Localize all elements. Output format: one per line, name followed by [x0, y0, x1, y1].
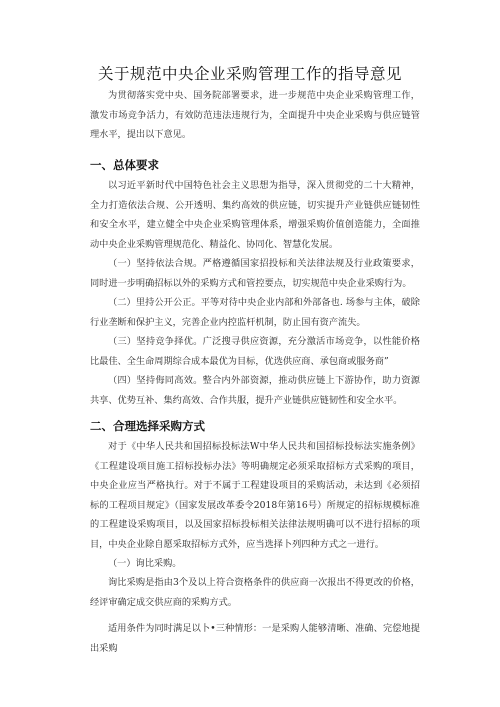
- paragraph-guiding-principle: 以习近平新时代中国特色社会主义思想为指导，深入贯彻党的二十大精神，全力打造依法合规、公开透明、集约高效的供应链，切实提升产业链供应链韧性和安全水平，建立健全中央企业采购管理体系，增强采购价值创造能力，全面推动中央企业采购管理规范化、精益化、协同化、智慧化发展。: [90, 180, 420, 250]
- paragraph-inquiry-definition: 询比采购是指由3个及以上符合资格条件的供应商一次报出不得更改的价格，经评审确定成交供应商的采购方式。: [90, 577, 420, 608]
- intro-paragraph: 为贯彻落实党中央、国务院部署要求，进一步规范中央企业采购管理工作，激发市场竞争活力，有效防范违法违规行为，全面提升中央企业采购与供应链管理水平，提出以下意见。: [90, 90, 420, 141]
- paragraph-principle-fairness: （二）里持公开公正。平等对待中央企业内部和外部备也. 场参与主体，破除行业垄断和保护主义，完善企业内控监杆机制，防止国有资产流失。: [90, 297, 420, 328]
- paragraph-principle-efficiency: （四）坚持侮同高效。整合内外部资源，推动供应链上下游协作，助力资源共享、优势互补、集约高效、合作共服，提升产业链供应链韧性和安全水平。: [90, 375, 420, 406]
- paragraph-inquiry-conditions: 适用条件为同时满足以卜•三种情形：一是采购人能够清晰、准确、完偿地提出采购: [90, 623, 420, 654]
- document-title: 关于规范中央企业采购管理工作的指导意见: [97, 65, 402, 83]
- paragraph-principle-competition: （三）坚持竞争择优。广泛搜寻供应资源，充分激活市场竞争，以性能价格比最佳、全生命周期综合成本最优为目标，优选供应商、承包商或服务商”: [90, 336, 420, 367]
- paragraph-procurement-methods: 对于《中华人民共和国招标投标法W中华人民共和国招标投标法实施条例》《工程建设项目施工招标投标办法》等明确规定必须采取招标方式采购的项目，中央企业应当严格执行。对于不属于工程建设项目的采购活动，未达到《必须招标的工程项目规定》（国家发展改革委令2018年第16号）所规定的招标规模标准的工程建设采购项目，以及国家招标投标相关法律法规明确可以不进行招标的项目，中央企业除自愿采取招标方式外，应当选择卜列四种方式之一进行。: [90, 441, 420, 550]
- paragraph-principle-compliance: （一）坚持依法合规。严格遵循国家招投标和关法律法规及行业政策要求，同时进一步明确招标以外的采购方式和管控要点，切实规范中央企业采购行为。: [90, 258, 420, 289]
- section-heading-procurement-methods: 二、合理选择采购方式: [90, 419, 205, 433]
- section-heading-general-requirements: 一、总体要求: [90, 158, 159, 172]
- subheading-inquiry-comparison: （一）询比采购。: [108, 558, 182, 569]
